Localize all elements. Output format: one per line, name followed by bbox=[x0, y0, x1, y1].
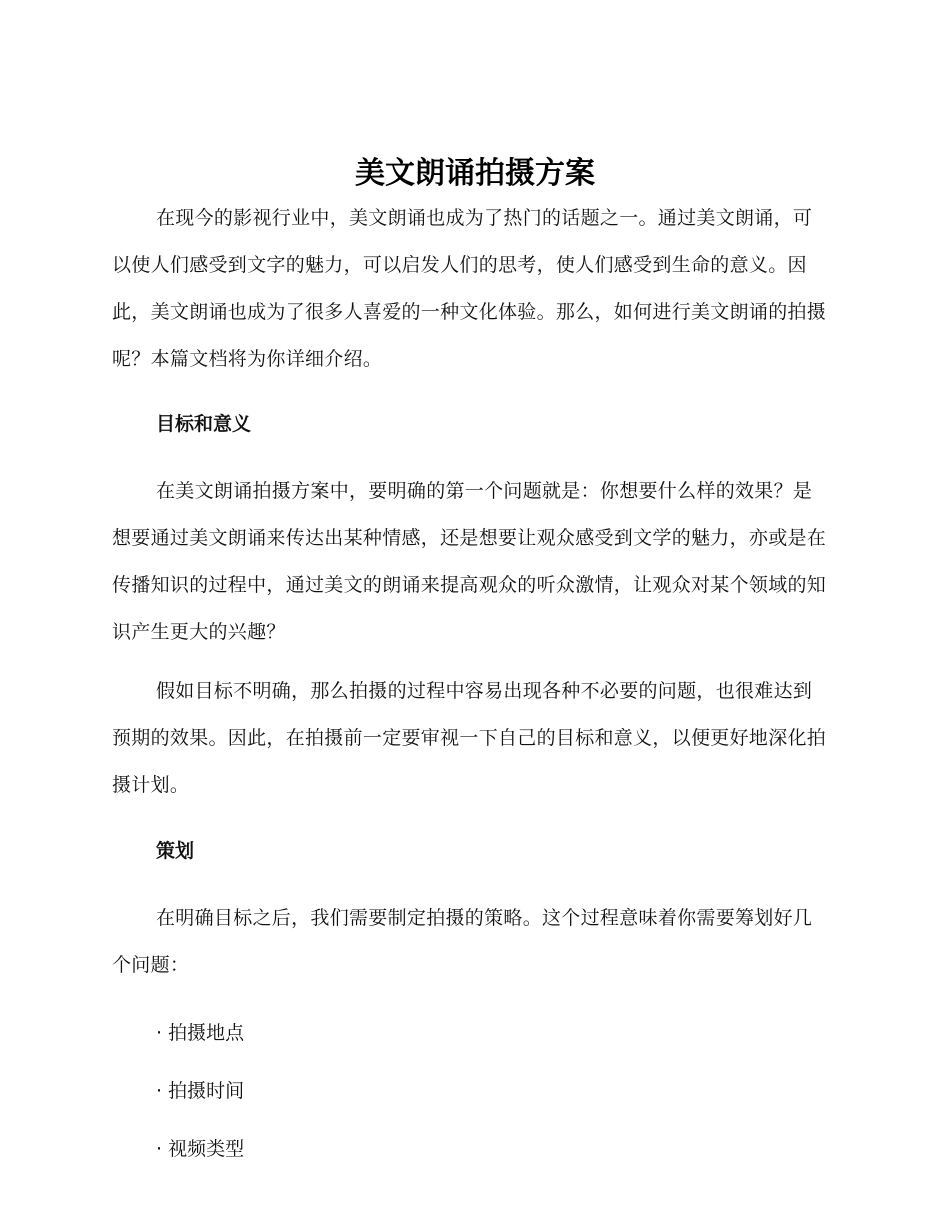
planning-paragraph: 在明确目标之后，我们需要制定拍摄的策略。这个过程意味着你需要筹划好几个问题： bbox=[112, 907, 813, 976]
goals-paragraph-1: 在美文朗诵拍摄方案中，要明确的第一个问题就是：你想要什么样的效果？是想要通过美文朗诵来传达出某种情感，还是想要让观众感受到文学的魅力，亦或是在传播知识的过程中，通过美文的朗诵来提高观众的听众激情，让观众对某个领域的知识产生更大的兴趣？ bbox=[112, 480, 827, 643]
document-title: 美文朗诵拍摄方案 bbox=[355, 156, 595, 191]
planning-bullet-list bbox=[112, 1019, 828, 1163]
goals-paragraph-2: 假如目标不明确，那么拍摄的过程中容易出现各种不必要的问题，也很难达到预期的效果。因此，在拍摄前一定要审视一下自己的目标和意义，以便更好地深化拍摄计划。 bbox=[112, 680, 827, 796]
section-heading-goals: 目标和意义 bbox=[156, 413, 252, 435]
intro-paragraph: 在现今的影视行业中，美文朗诵也成为了热门的话题之一。通过美文朗诵，可以使人们感受到文字的魅力，可以启发人们的思考，使人们感受到生命的意义。因此，美文朗诵也成为了很多人喜爱的一种文化体验。那么，如何进行美文朗诵的拍摄呢？本篇文档将为你详细介绍。 bbox=[112, 207, 827, 370]
list-item: · 视频类型 bbox=[156, 1138, 245, 1160]
section-heading-planning: 策划 bbox=[156, 840, 195, 862]
list-item: · 拍摄地点 bbox=[156, 1022, 245, 1044]
list-item: · 拍摄时间 bbox=[156, 1080, 245, 1102]
